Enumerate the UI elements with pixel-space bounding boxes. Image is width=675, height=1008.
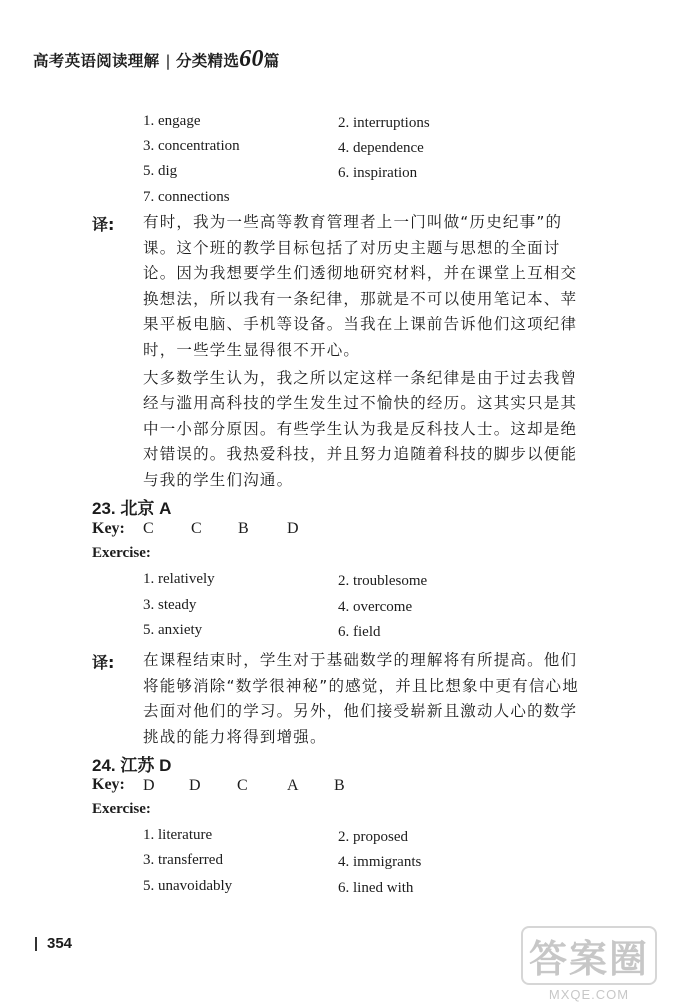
footer-rule <box>35 937 37 951</box>
exercise-answer: 2. interruptions <box>338 115 430 131</box>
exercise-answer: 5. dig <box>143 163 178 179</box>
exercise-answer: 2. troublesome <box>338 573 428 589</box>
exercise-answer: 6. inspiration <box>338 165 418 181</box>
watermark-url: MXQE.COM <box>548 987 630 1002</box>
exercise-answer: 1. literature <box>143 827 213 843</box>
exercise-label: Exercise: <box>92 801 151 817</box>
exercise-answer: 6. lined with <box>338 880 414 896</box>
translation-paragraph: 大多数学生认为，我之所以定这样一条纪律是由于过去我曾经与滥用高科技的学生发生过不愉快的经历。这其实只是其中一小部分原因。有些学生认为我是反科技人士。这却是绝对错误的。我热爱科技，并且努力追随着科技的脚步以便能与我的学生们沟通。 <box>143 368 578 489</box>
translation-text: 在课程结束时，学生对于基础数学的理解将有所提高。他们将能够消除“数学很神秘”的感觉，并且比想象中更有信心地去面对他们的学习。另外，他们接受崭新且激动人心的数学挑战的能力将得到增强。 <box>143 651 579 746</box>
page-number: 354 <box>47 935 73 952</box>
header-separator: | <box>165 52 171 70</box>
book-number: 60 <box>239 46 264 72</box>
key-label: Key: <box>92 776 125 793</box>
exercise-answer: 6. field <box>338 624 381 640</box>
watermark <box>521 926 657 1002</box>
exercise-answer: 3. steady <box>143 597 197 613</box>
key-answer: B <box>238 520 249 537</box>
exercise-answer: 7. connections <box>143 189 230 205</box>
book-title: 高考英语阅读理解 <box>33 52 160 70</box>
key-answer: D <box>189 777 201 794</box>
exercise-answer: 4. overcome <box>338 599 413 615</box>
exercise-answer: 1. engage <box>143 113 201 129</box>
translation-paragraph: 有时，我为一些高等教育管理者上一门叫做“历史纪事”的课。这个班的教学目标包括了对历史主题与思想的全面讨论。因为我想要学生们透彻地研究材料，并在课堂上互相交换想法，所以我有一条纪律，那就是不可以使用笔记本、苹果平板电脑、手机等设备。当我在上课前告诉他们这项纪律时，一些学生显得很不开心。 <box>143 213 578 359</box>
exercise-answer: 3. concentration <box>143 138 240 154</box>
section-title: 23. 北京 A <box>92 499 172 518</box>
exercise-answer: 4. dependence <box>338 140 424 156</box>
key-label: Key: <box>92 520 125 537</box>
exercise-answer: 3. transferred <box>143 852 223 868</box>
section-title: 24. 江苏 D <box>92 756 172 775</box>
key-answer: A <box>287 777 299 794</box>
running-header <box>33 46 280 73</box>
exercise-answer: 5. unavoidably <box>143 878 233 894</box>
exercise-label: Exercise: <box>92 545 151 561</box>
key-answer: B <box>334 777 345 794</box>
book-subtitle: 分类精选 <box>175 52 240 70</box>
translation-text <box>143 210 593 494</box>
key-answer: C <box>143 520 154 537</box>
key-answer: C <box>237 777 248 794</box>
exercise-answer: 4. immigrants <box>338 854 422 870</box>
exercise-answer: 2. proposed <box>338 829 408 845</box>
translation-label: 译: <box>92 215 115 234</box>
watermark-logo: 答案圈 <box>521 926 657 985</box>
key-answer: D <box>287 520 299 537</box>
exercise-answer: 5. anxiety <box>143 622 203 638</box>
exercise-answer: 1. relatively <box>143 571 215 587</box>
key-answer: C <box>191 520 202 537</box>
key-answer: D <box>143 777 155 794</box>
translation-label: 译: <box>92 653 115 672</box>
book-suffix: 篇 <box>263 52 280 70</box>
